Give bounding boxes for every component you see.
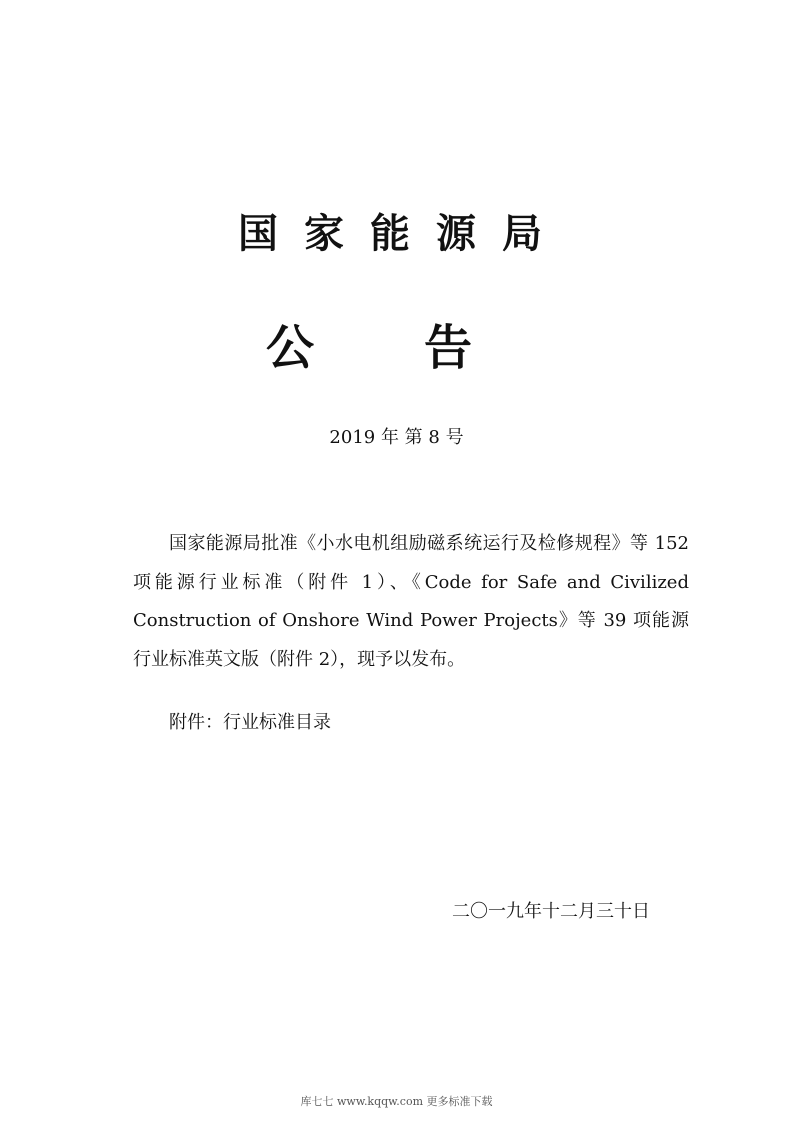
document-type-title: 公告 (265, 320, 582, 376)
attachment-line: 附件：行业标准目录 (169, 712, 331, 733)
agency-name: 国家能源局 (238, 210, 568, 257)
announcement-body: 国家能源局批准《小水电机组励磁系统运行及检修规程》等 152 项能源行业标准（附件 1）、《Code for Safe and Civilized Construction of Onshore Wind Power Projects》等 39 项能源行业标准英文版（附件 2），现予以发布。 (133, 533, 689, 670)
announcement-number: 2019 年 第 8 号 (329, 427, 464, 448)
footer-watermark-text: 库七七 www.kqqw.com 更多标准下载 (300, 1095, 493, 1108)
issue-date: 二〇一九年十二月三十日 (452, 901, 650, 922)
